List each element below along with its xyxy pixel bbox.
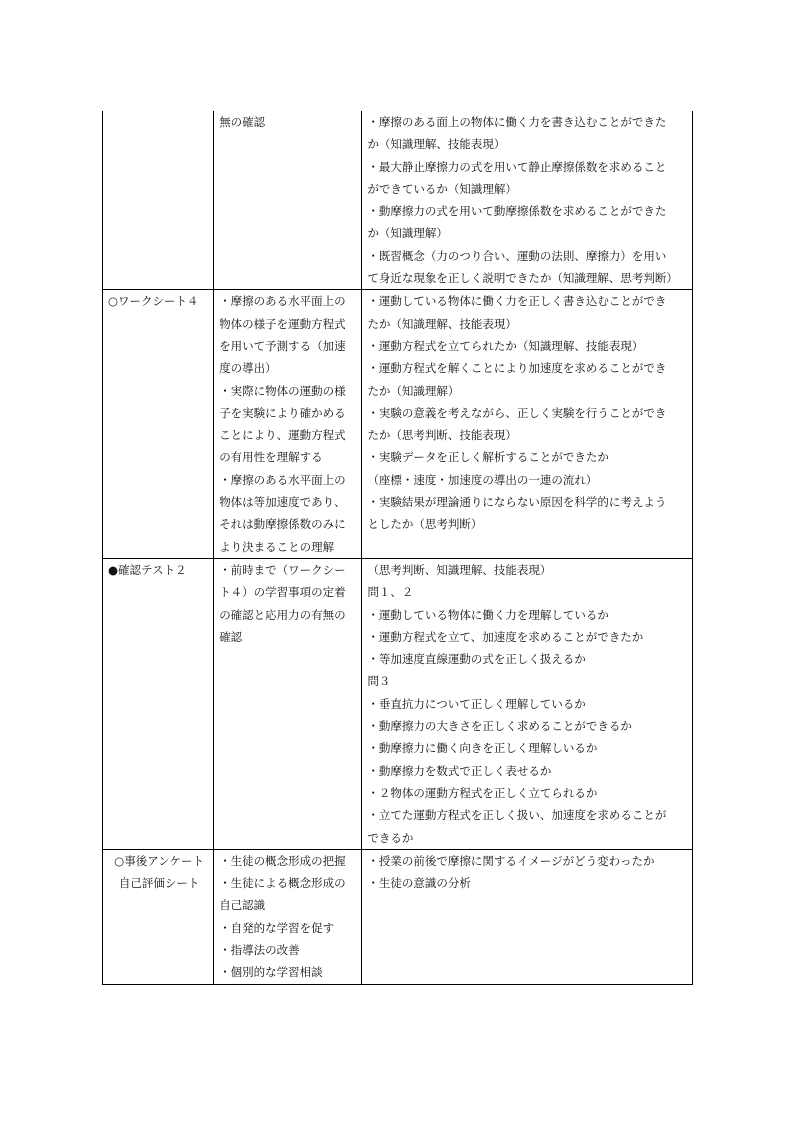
aim-line: 物体は等加速度であり、 bbox=[219, 495, 346, 510]
aim-line: ・前時まで（ワークシー bbox=[219, 562, 346, 577]
aim-line: 子を実験により確かめる bbox=[219, 405, 346, 420]
table-row bbox=[103, 290, 693, 559]
evaluation-cell bbox=[362, 849, 693, 984]
aim-line: を用いて予測する（加速 bbox=[219, 338, 346, 353]
evaluation-line: ・２物体の運動方程式を正しく立てられるか bbox=[367, 785, 598, 800]
aim-line: ・生徒の概念形成の把握 bbox=[219, 853, 346, 868]
evaluation-line: としたか（思考判断） bbox=[367, 517, 483, 532]
evaluation-cell bbox=[362, 290, 693, 559]
aim-line: の有用性を理解する bbox=[219, 450, 323, 465]
aim-line: 確認 bbox=[219, 629, 243, 644]
evaluation-line: ・実験の意義を考えながら、正しく実験を行うことができ bbox=[367, 405, 667, 420]
aim-line: ・生徒による概念形成の bbox=[219, 876, 346, 891]
activity-cell bbox=[103, 290, 214, 559]
evaluation-line: （座標・速度・加速度の導出の一連の流れ） bbox=[367, 472, 598, 487]
table-row bbox=[103, 849, 693, 984]
aim-line: ・自発的な学習を促す bbox=[219, 920, 335, 935]
evaluation-line: か（知識理解、技能表現） bbox=[367, 137, 506, 152]
aim-cell bbox=[214, 111, 362, 290]
evaluation-line: ができているか（知識理解） bbox=[367, 181, 517, 196]
aim-line: の確認と応用力の有無の bbox=[219, 607, 346, 622]
evaluation-line: ・立てた運動方程式を正しく扱い、加速度を求めることが bbox=[367, 808, 667, 823]
activity-label: 自己評価シート bbox=[118, 876, 200, 891]
aim-line: ・個別的な学習相談 bbox=[219, 965, 323, 980]
evaluation-line: 問３ bbox=[367, 674, 391, 689]
aim-line: 自己認識 bbox=[219, 898, 266, 913]
activity-label: ●確認テスト２ bbox=[108, 562, 187, 577]
evaluation-line: ・動摩擦力の式を用いて動摩擦係数を求めることができた bbox=[367, 204, 667, 219]
evaluation-line: て身近な現象を正しく説明できたか（知識理解、思考判断） bbox=[367, 271, 678, 286]
evaluation-line: か（知識理解） bbox=[367, 226, 448, 241]
aim-cell bbox=[214, 558, 362, 849]
evaluation-line: ・運動方程式を立て、加速度を求めることができたか bbox=[367, 629, 644, 644]
evaluation-line: ・実験結果が理論通りにならない原因を科学的に考えよう bbox=[367, 495, 667, 510]
evaluation-line: ・動摩擦力に働く向きを正しく理解しいるか bbox=[367, 741, 598, 756]
evaluation-line: ・動摩擦力を数式で正しく表せるか bbox=[367, 763, 552, 778]
evaluation-line: ・実験データを正しく解析することができたか bbox=[367, 450, 609, 465]
evaluation-line: 問１、２ bbox=[367, 585, 414, 600]
evaluation-line: ・運動方程式を解くことにより加速度を求めることができ bbox=[367, 361, 667, 376]
activity-label: ○事後アンケート bbox=[114, 853, 205, 868]
aim-line: それは動摩擦係数のみに bbox=[219, 517, 346, 532]
evaluation-line: たか（知識理解、技能表現） bbox=[367, 316, 517, 331]
evaluation-cell bbox=[362, 111, 693, 290]
activity-cell bbox=[103, 558, 214, 849]
evaluation-line: ・運動している物体に働く力を理解しているか bbox=[367, 607, 609, 622]
evaluation-cell bbox=[362, 558, 693, 849]
evaluation-line: たか（知識理解） bbox=[367, 383, 460, 398]
evaluation-line: ・最大静止摩擦力の式を用いて静止摩擦係数を求めること bbox=[367, 159, 667, 174]
aim-line: ことにより、運動方程式 bbox=[219, 428, 346, 443]
evaluation-line: ・運動方程式を立てられたか（知識理解、技能表現） bbox=[367, 338, 644, 353]
aim-line: 度の導出） bbox=[219, 361, 277, 376]
aim-line: 物体の様子を運動方程式 bbox=[219, 316, 346, 331]
evaluation-line: たか（思考判断、技能表現） bbox=[367, 428, 517, 443]
activity-cell bbox=[103, 111, 214, 290]
evaluation-line: ・既習概念（力のつり合い、運動の法則、摩擦力）を用い bbox=[367, 248, 667, 263]
lesson-plan-table bbox=[102, 111, 693, 985]
evaluation-line: ・垂直抗力について正しく理解しているか bbox=[367, 696, 586, 711]
evaluation-line: ・授業の前後で摩擦に関するイメージがどう変わったか bbox=[367, 853, 655, 868]
evaluation-line: ・等加速度直線運動の式を正しく扱えるか bbox=[367, 652, 586, 667]
evaluation-line: ・摩擦のある面上の物体に働く力を書き込むことができた bbox=[367, 115, 667, 129]
aim-cell bbox=[214, 290, 362, 559]
evaluation-line: ・動摩擦力の大きさを正しく求めることができるか bbox=[367, 719, 632, 734]
table-row bbox=[103, 111, 693, 290]
aim-line: ・摩擦のある水平面上の bbox=[219, 472, 346, 487]
table-row bbox=[103, 558, 693, 849]
evaluation-line: ・運動している物体に働く力を正しく書き込むことができ bbox=[367, 294, 667, 309]
aim-line: ト４）の学習事項の定着 bbox=[219, 585, 346, 600]
aim-cell bbox=[214, 849, 362, 984]
evaluation-line: できるか bbox=[367, 830, 414, 845]
aim-line: ・摩擦のある水平面上の bbox=[219, 294, 346, 309]
activity-cell bbox=[103, 849, 214, 984]
evaluation-line: （思考判断、知識理解、技能表現） bbox=[367, 562, 552, 577]
aim-line: ・実際に物体の運動の様 bbox=[219, 383, 346, 398]
aim-line: 無の確認 bbox=[219, 115, 266, 129]
aim-line: ・指導法の改善 bbox=[219, 942, 300, 957]
activity-label: ○ワークシート４ bbox=[108, 294, 199, 309]
aim-line: より決まることの理解 bbox=[219, 539, 335, 554]
evaluation-line: ・生徒の意識の分析 bbox=[367, 876, 471, 891]
